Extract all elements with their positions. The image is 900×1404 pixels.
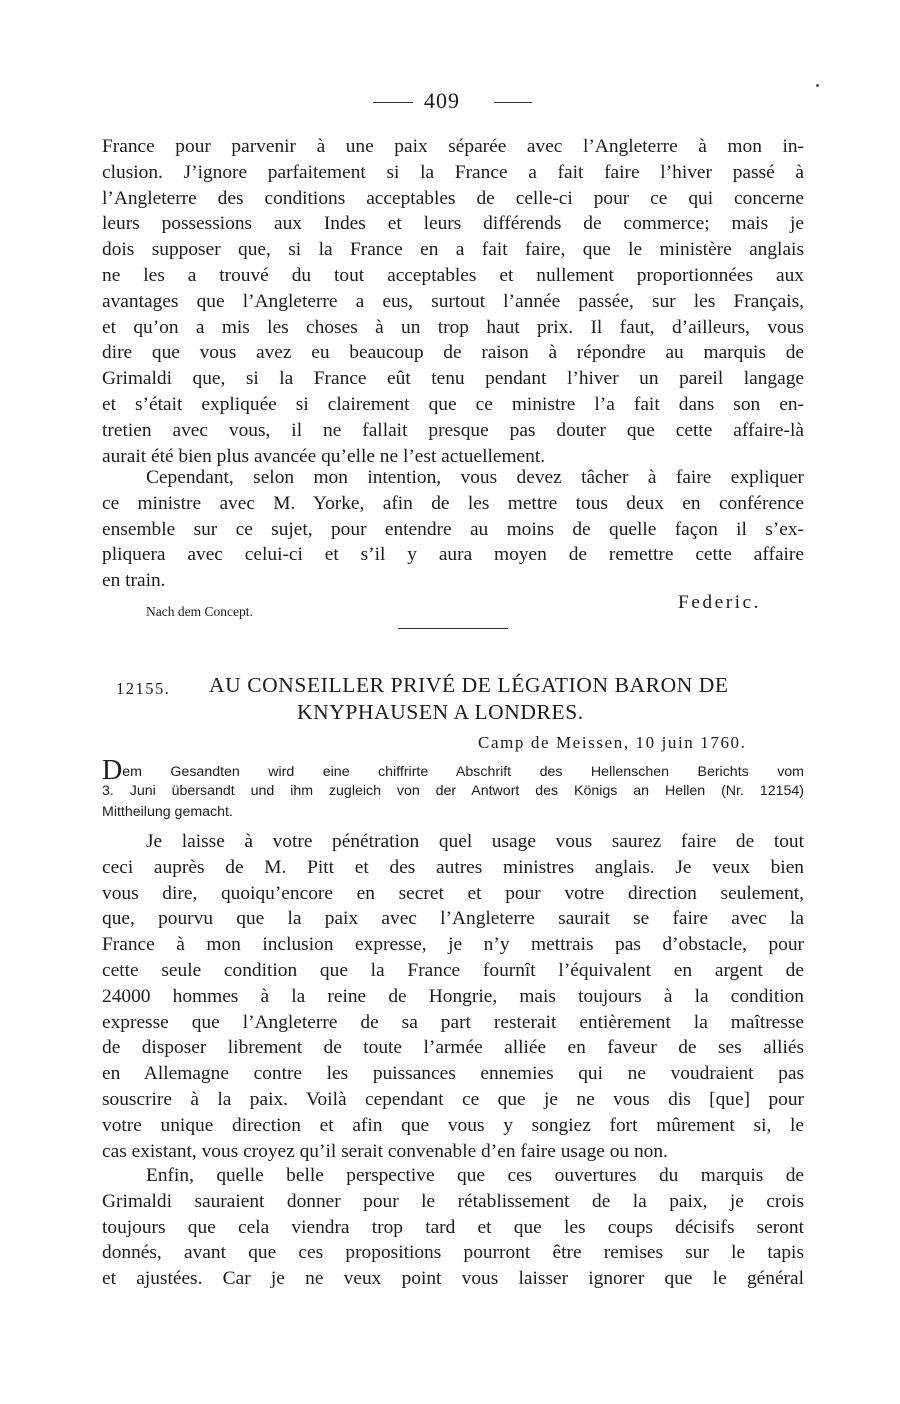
text-line: et s’était expliquée si clairement que ce ministre l’a fait dans son en- (102, 393, 804, 415)
letter-heading (100, 673, 800, 701)
note-line-1: em Gesandten wird eine chiffrirte Abschrift des Hellenschen Berichts vom (122, 764, 804, 780)
editorial-note (102, 755, 804, 823)
document-number: 12155. (116, 679, 171, 698)
text-line: France pour parvenir à une paix séparée avec l’Angleterre à mon in- (102, 136, 804, 157)
text-line: toujours que cela viendra trop tard et que les coups décisifs seront (102, 1216, 804, 1238)
header-rule-left (373, 102, 413, 103)
section-separator (398, 628, 508, 629)
page-number: 409 (424, 88, 460, 113)
text-line: Grimaldi que, si la France eût tenu pendant l’hiver un pareil langage (102, 368, 804, 390)
letter-heading-continued (100, 700, 800, 728)
text-line: Grimaldi sauraient donner pour le rétablissement de la paix, je crois (102, 1190, 804, 1212)
text-line: tretien avec vous, il ne fallait presque pas douter que cette affaire-là (102, 419, 804, 441)
text-line: ne les a trouvé du tout acceptables et nullement proportionnées aux (102, 264, 804, 286)
margin-speck (816, 84, 819, 87)
text-line: dois supposer que, si la France en a fait faire, que le ministère anglais (102, 239, 804, 261)
text-line: pliquera avec celui-ci et s’il y aura moyen de remettre cette affaire (102, 544, 804, 566)
header-rule-right (494, 102, 532, 103)
text-line: ceci auprès de M. Pitt et des autres ministres anglais. Je veux bien (102, 856, 804, 878)
text-line: en Allemagne contre les puissances ennemies qui ne voudraient pas (102, 1063, 804, 1085)
note-line (102, 755, 804, 786)
text-line: ensemble sur ce sujet, pour entendre au moins de quelle façon il s’ex- (102, 518, 804, 540)
text-line: aurait été bien plus avancée qu’elle ne l’est actuellement. (102, 445, 546, 467)
text-line: cette seule condition que la France fournît l’équivalent en argent de (102, 959, 804, 981)
place-date: Camp de Meissen, 10 juin 1760. (478, 733, 747, 752)
text-line: dire que vous avez eu beaucoup de raison à répondre au marquis de (102, 342, 804, 364)
text-line: 24000 hommes à la reine de Hongrie, mais toujours à la condition (102, 985, 804, 1007)
text-line: Je laisse à votre pénétration quel usage vous saurez faire de tout (146, 831, 804, 852)
text-line: que, pourvu que la paix avec l’Angleterre saurait se faire avec la (102, 908, 804, 930)
text-line: en train. (102, 570, 166, 592)
drop-cap: D (102, 755, 123, 786)
text-line: et qu’on a mis les choses à un trop haut prix. Il faut, d’ailleurs, vous (102, 316, 804, 338)
text-line: l’Angleterre des conditions acceptables de celle-ci pour ce qui concerne (102, 187, 804, 209)
paragraph-3 (102, 829, 804, 1164)
heading-line-1: AU CONSEILLER PRIVÉ DE LÉGATION BARON DE (209, 673, 729, 697)
signature: Federic. (678, 592, 761, 613)
text-line: souscrire à la paix. Voilà cependant ce que je ne vous dis [que] pour (102, 1088, 804, 1110)
heading-line-2: KNYPHAUSEN A LONDRES. (297, 700, 584, 724)
note-line: 3. Juni übersandt und ihm zugleich von der Antwort des Königs an Hellen (Nr. 12154) (102, 783, 804, 799)
text-line: de disposer librement de toute l’armée alliée en faveur de ses alliés (102, 1037, 804, 1059)
paragraph-4 (102, 1163, 804, 1292)
text-line: donnés, avant que ces propositions pourront être remises sur le tapis (102, 1242, 804, 1264)
source-note: Nach dem Concept. (146, 604, 253, 619)
note-line: Mittheilung gemacht. (102, 804, 233, 820)
paragraph-1 (102, 134, 804, 469)
text-line: expresse que l’Angleterre de sa part resterait entièrement la maîtresse (102, 1011, 804, 1033)
text-line: vous dire, quoiqu’encore en secret et pour votre direction seulement, (102, 882, 804, 904)
page-header (0, 86, 900, 116)
text-line: France à mon inclusion expresse, je n’y mettrais pas d’obstacle, pour (102, 934, 804, 956)
text-line: Cependant, selon mon intention, vous devez tâcher à faire expliquer (146, 467, 804, 488)
text-line: cas existant, vous croyez qu’il serait convenable d’en faire usage ou non. (102, 1140, 668, 1162)
text-line: votre unique direction et afin que vous y songiez fort mûrement si, le (102, 1114, 804, 1136)
text-line: leurs possessions aux Indes et leurs différends de commerce; mais je (102, 213, 804, 235)
paragraph-2 (102, 465, 804, 594)
text-line: Enfin, quelle belle perspective que ces ouvertures du marquis de (146, 1165, 804, 1186)
text-line: clusion. J’ignore parfaitement si la France a fait faire l’hiver passé à (102, 161, 804, 183)
text-line: avantages que l’Angleterre a eus, surtout l’année passée, sur les Français, (102, 290, 804, 312)
text-line: et ajustées. Car je ne veux point vous laisser ignorer que le général (102, 1268, 804, 1290)
text-line: ce ministre avec M. Yorke, afin de les mettre tous deux en conférence (102, 492, 804, 514)
